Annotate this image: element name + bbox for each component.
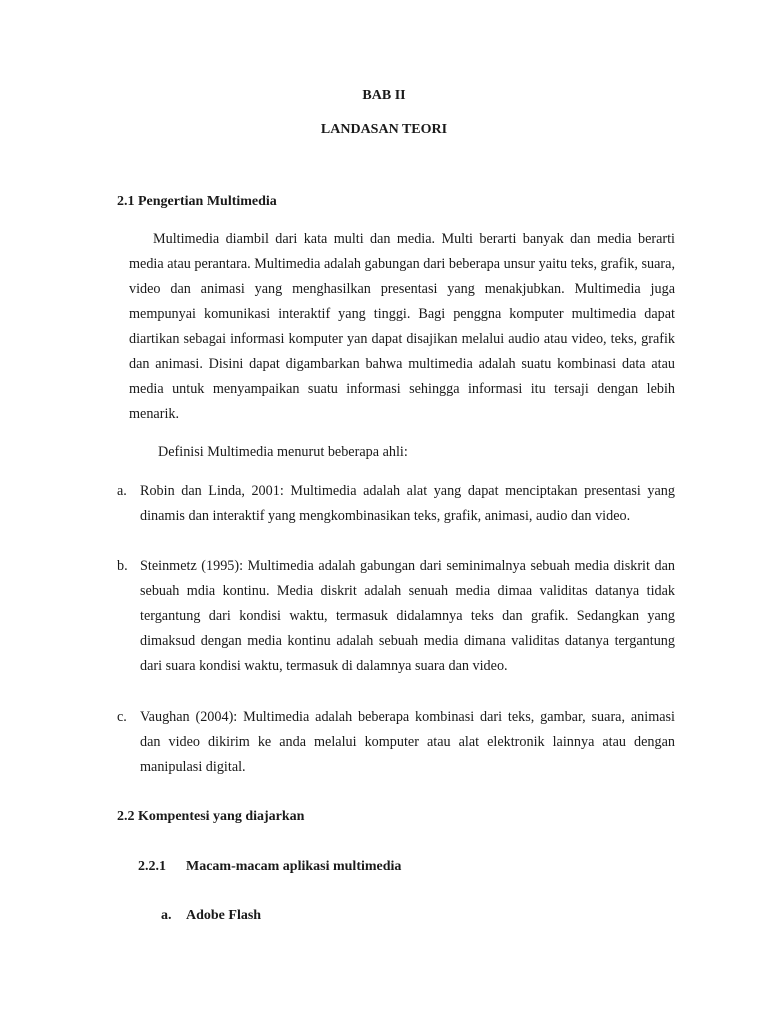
definition-text: Robin dan Linda, 2001: Multimedia adalah alat yang dapat menciptakan presentasi yang dinamis dan interaktif yang mengkombinasikan teks, grafik, animasi, audio dan video. (140, 483, 675, 524)
chapter-title: LANDASAN TEORI (320, 122, 448, 137)
definition-item-c (117, 705, 675, 780)
definitions-intro: Definisi Multimedia menurut beberapa ahli: (158, 444, 408, 460)
subsection-heading-2-2-1 (138, 859, 401, 875)
body-paragraph (129, 227, 675, 427)
section-heading-2-2: 2.2 Kompentesi yang diajarkan (117, 809, 305, 824)
definition-item-a (117, 479, 675, 529)
subsubsection-title: Adobe Flash (186, 908, 262, 923)
definition-marker: c. (117, 709, 127, 725)
subsection-title: Macam-macam aplikasi multimedia (186, 859, 402, 874)
definition-text: Vaughan (2004): Multimedia adalah beberapa kombinasi dari teks, gambar, suara, animasi dan video dikirim ke anda melalui komputer atau alat elektronik lainnya atau dengan manipulasi digital. (140, 709, 675, 775)
subsection-number: 2.2.1 (138, 859, 166, 874)
definition-marker: b. (117, 558, 128, 574)
definition-item-b (117, 554, 675, 679)
section-heading-2-1: 2.1 Pengertian Multimedia (117, 194, 277, 209)
subsubsection-number: a. (161, 908, 172, 923)
definition-marker: a. (117, 483, 127, 499)
subsubsection-heading-a (161, 908, 261, 924)
definition-text: Steinmetz (1995): Multimedia adalah gabungan dari seminimalnya sebuah media diskrit dan sebuah mdia kontinu. Media diskrit adalah senuah media dimaa validitas datanya tidak tergantung dari kondisi waktu, termasuk didalamnya teks dan grafik. Sedangkan yang dimaksud dengan media kontinu adalah sebuah media dimana validitas datanya tergantung dari suara kondisi waktu, termasuk di dalamnya suara dan video. (140, 558, 675, 674)
chapter-label: BAB II (362, 88, 406, 103)
body-paragraph-text: Multimedia diambil dari kata multi dan media. Multi berarti banyak dan media berarti media atau perantara. Multimedia adalah gabungan dari beberapa unsur yaitu teks, grafik, suara, video dan animasi yang menghasilkan presentasi yang menakjubkan. Multimedia juga mempunyai komunikasi interaktif yang tinggi. Bagi penggna komputer multimedia dapat diartikan sebagai informasi komputer yan dapat disajikan melalui audio atau video, teks, grafik dan animasi. Disini dapat digambarkan bahwa multimedia adalah suatu kombinasi data atau media untuk menyampaikan suatu informasi sehingga informasi itu tersaji dengan lebih menarik. (129, 231, 675, 422)
